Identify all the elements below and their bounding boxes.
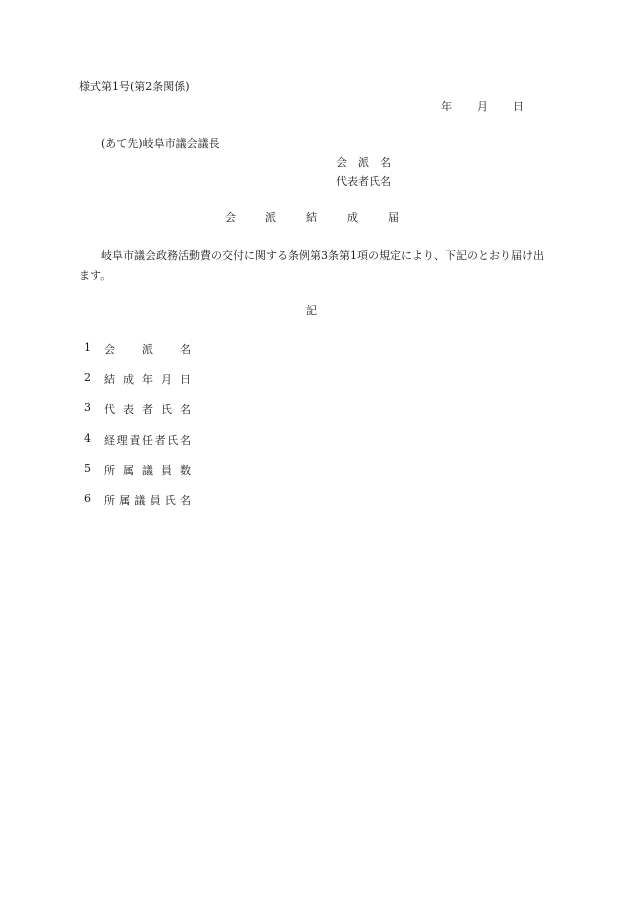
- ki-heading: 記: [306, 304, 317, 317]
- item-number: 5: [84, 462, 91, 475]
- form-number: 様式第1号(第2条関係): [79, 80, 190, 93]
- title-char: 結: [306, 211, 317, 224]
- list-item: [84, 492, 284, 507]
- item-label: 代 表 者 氏 名: [104, 403, 191, 416]
- item-label: 経 理 責 任 者 氏 名: [104, 434, 191, 447]
- sender-faction-label: 会 派 名: [336, 156, 391, 169]
- date-year-label: 年: [441, 100, 452, 113]
- date-line: [0, 101, 630, 113]
- item-number: 2: [84, 371, 91, 384]
- item-label: 結 成 年 月 日: [104, 373, 191, 386]
- sender-representative-label: 代表者氏名: [336, 175, 391, 188]
- date-day-label: 日: [513, 100, 524, 113]
- date-month-label: 月: [477, 100, 488, 113]
- list-item: [84, 341, 284, 356]
- list-item: [84, 401, 284, 416]
- list-item: [84, 371, 284, 386]
- item-number: 6: [84, 492, 91, 505]
- title-char: 成: [347, 211, 358, 224]
- title-char: 会: [225, 211, 236, 224]
- item-number: 3: [84, 401, 91, 414]
- item-number: 1: [84, 341, 91, 354]
- title-char: 派: [265, 211, 276, 224]
- list-item: [84, 462, 284, 477]
- document-title: [0, 212, 630, 226]
- list-item: [84, 432, 284, 447]
- addressee: (あて先)岐阜市議会議長: [101, 137, 220, 150]
- item-number: 4: [84, 432, 91, 445]
- title-char: 届: [388, 211, 399, 224]
- item-label: 所 属 議 員 数: [104, 464, 191, 477]
- body-text: 岐阜市議会政務活動費の交付に関する条例第3条第1項の規定により、下記のとおり届け出ます。: [79, 249, 544, 282]
- item-label: 所 属 議 員 氏 名: [104, 494, 191, 507]
- item-label: 会 派 名: [104, 343, 191, 356]
